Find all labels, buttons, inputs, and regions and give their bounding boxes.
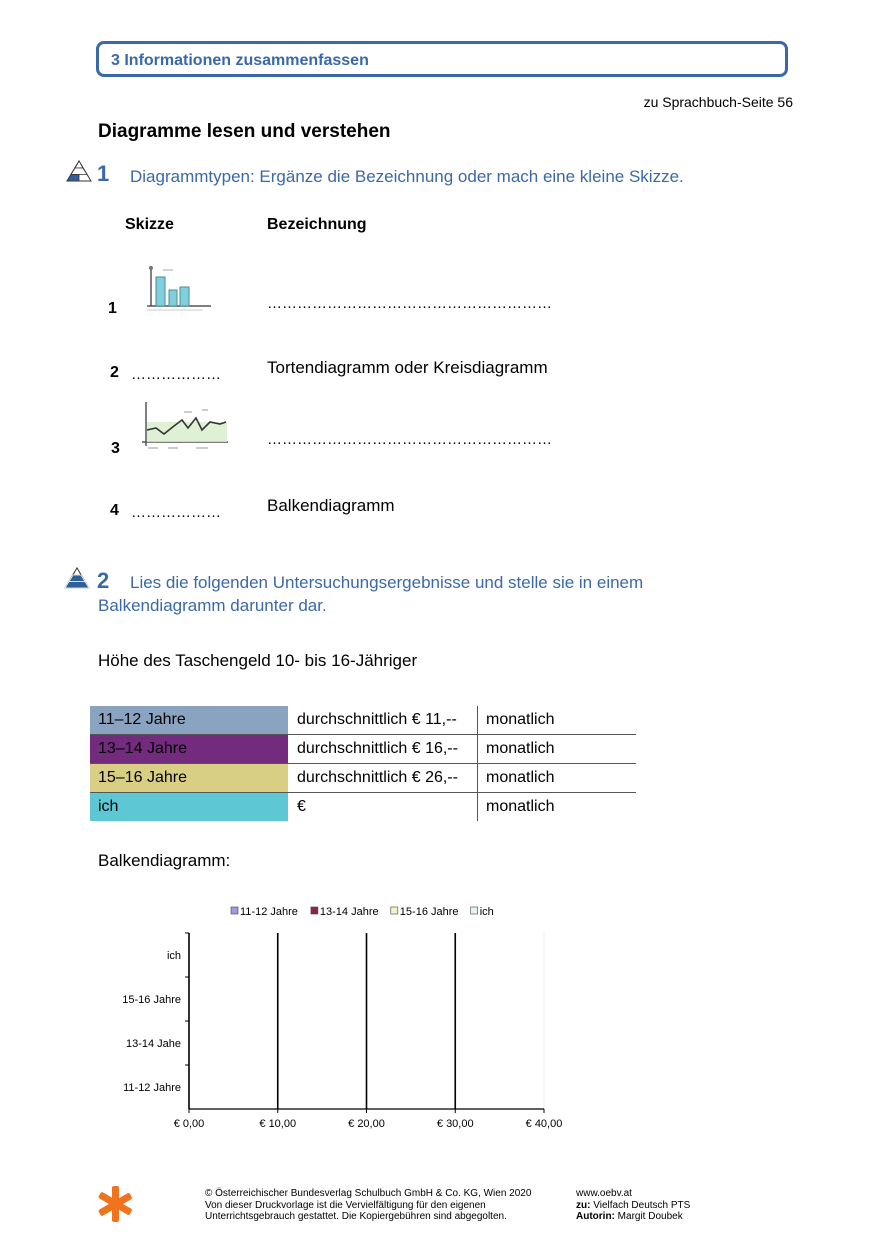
publisher-info (576, 1188, 690, 1223)
legend-swatch (311, 907, 318, 914)
bar-chart (100, 895, 580, 1145)
period-cell: monatlich (478, 706, 637, 735)
sketch-answer-line[interactable]: ……………… (131, 366, 221, 383)
x-tick-label: € 40,00 (525, 1118, 563, 1130)
answer-line[interactable]: ………………………………………………… (267, 431, 552, 448)
zu-label: zu: (576, 1199, 591, 1211)
website-link[interactable]: www.oebv.at (576, 1188, 632, 1199)
age-cell: 13–14 Jahre (90, 735, 289, 764)
age-cell: 11–12 Jahre (90, 706, 289, 735)
row-number: 2 (110, 364, 119, 381)
bar-chart-sketch-icon (143, 262, 215, 319)
amount-cell: durchschnittlich € 26,-- (289, 764, 478, 793)
answer-line[interactable]: ………………………………………………… (267, 295, 552, 312)
legend-swatch (471, 907, 478, 914)
task2-instruction-line2: Balkendiagramm darunter dar. (98, 596, 327, 615)
publisher-logo (96, 1185, 134, 1228)
task2-instruction (98, 571, 643, 617)
allowance-table (90, 706, 636, 821)
task1-number: 1 (97, 161, 110, 186)
age-cell: ich (90, 793, 289, 822)
table-row (90, 706, 636, 735)
sketch-answer-line[interactable]: ……………… (131, 504, 221, 521)
legend-label: ich (479, 906, 494, 918)
chart-canvas (100, 895, 580, 1140)
copyright-line: © Österreichischer Bundesverlag Schulbuch GmbH & Co. KG, Wien 2020 (205, 1188, 532, 1199)
x-tick-label: € 30,00 (436, 1118, 474, 1130)
row-number: 3 (111, 440, 120, 457)
y-tick-label: 11-12 Jahre (123, 1082, 181, 1094)
copyright-line: Von dieser Druckvorlage ist die Vervielfältigung für den eigenen (205, 1199, 486, 1211)
copyright-notice (205, 1188, 531, 1223)
task2-number: 2 (97, 568, 110, 593)
table-row (90, 764, 636, 793)
area-chart-sketch-icon (138, 400, 232, 459)
table-row (90, 793, 636, 822)
row-number: 4 (110, 502, 119, 519)
row-label: Balkendiagramm (267, 496, 395, 515)
author-value: Margit Doubek (617, 1211, 683, 1222)
task2-instruction-line1: Lies die folgenden Untersuchungsergebnisse und stelle sie in einem (130, 573, 644, 592)
difficulty-pyramid-icon (64, 567, 90, 594)
y-tick-label: 15-16 Jahre (122, 994, 181, 1006)
chart-label: Balkendiagramm: (98, 851, 231, 870)
y-tick-label: ich (166, 950, 181, 962)
row-number: 1 (108, 300, 117, 317)
legend-label: 13-14 Jahre (319, 906, 379, 918)
period-cell: monatlich (486, 798, 555, 815)
copyright-line: Unterrichtsgebrauch gestattet. Die Kopiergebühren sind abgegolten. (205, 1211, 507, 1222)
author-label: Autorin: (576, 1211, 615, 1222)
column-header-label: Bezeichnung (267, 216, 367, 233)
amount-cell[interactable]: € (289, 793, 478, 822)
x-tick-label: € 0,00 (173, 1118, 205, 1130)
table-row (90, 735, 636, 764)
zu-value: Vielfach Deutsch PTS (593, 1199, 691, 1211)
age-cell: 15–16 Jahre (90, 764, 289, 793)
period-cell: monatlich (478, 764, 637, 793)
amount-cell: durchschnittlich € 11,-- (289, 706, 478, 735)
legend-label: 11-12 Jahre (240, 906, 298, 918)
page-reference: zu Sprachbuch-Seite 56 (643, 94, 793, 110)
difficulty-pyramid-icon (66, 160, 92, 187)
table-title: Höhe des Taschengeld 10- bis 16-Jähriger (98, 651, 418, 670)
legend-swatch (231, 907, 238, 914)
x-tick-label: € 10,00 (259, 1118, 297, 1130)
legend-swatch (391, 907, 398, 914)
legend-label: 15-16 Jahre (399, 906, 459, 918)
column-header-sketch: Skizze (125, 216, 174, 233)
row-label: Tortendiagramm oder Kreisdiagramm (267, 358, 548, 377)
chapter-title: 3 Informationen zusammenfassen (111, 52, 369, 69)
period-cell: monatlich (478, 735, 637, 764)
page-title: Diagramme lesen und verstehen (98, 121, 391, 142)
x-tick-label: € 20,00 (348, 1118, 385, 1130)
amount-cell: durchschnittlich € 16,-- (289, 735, 478, 764)
task1-instruction: Diagrammtypen: Ergänze die Bezeichnung oder mach eine kleine Skizze. (130, 167, 684, 186)
chapter-header (96, 41, 788, 77)
y-tick-label: 13-14 Jahe (125, 1038, 181, 1050)
